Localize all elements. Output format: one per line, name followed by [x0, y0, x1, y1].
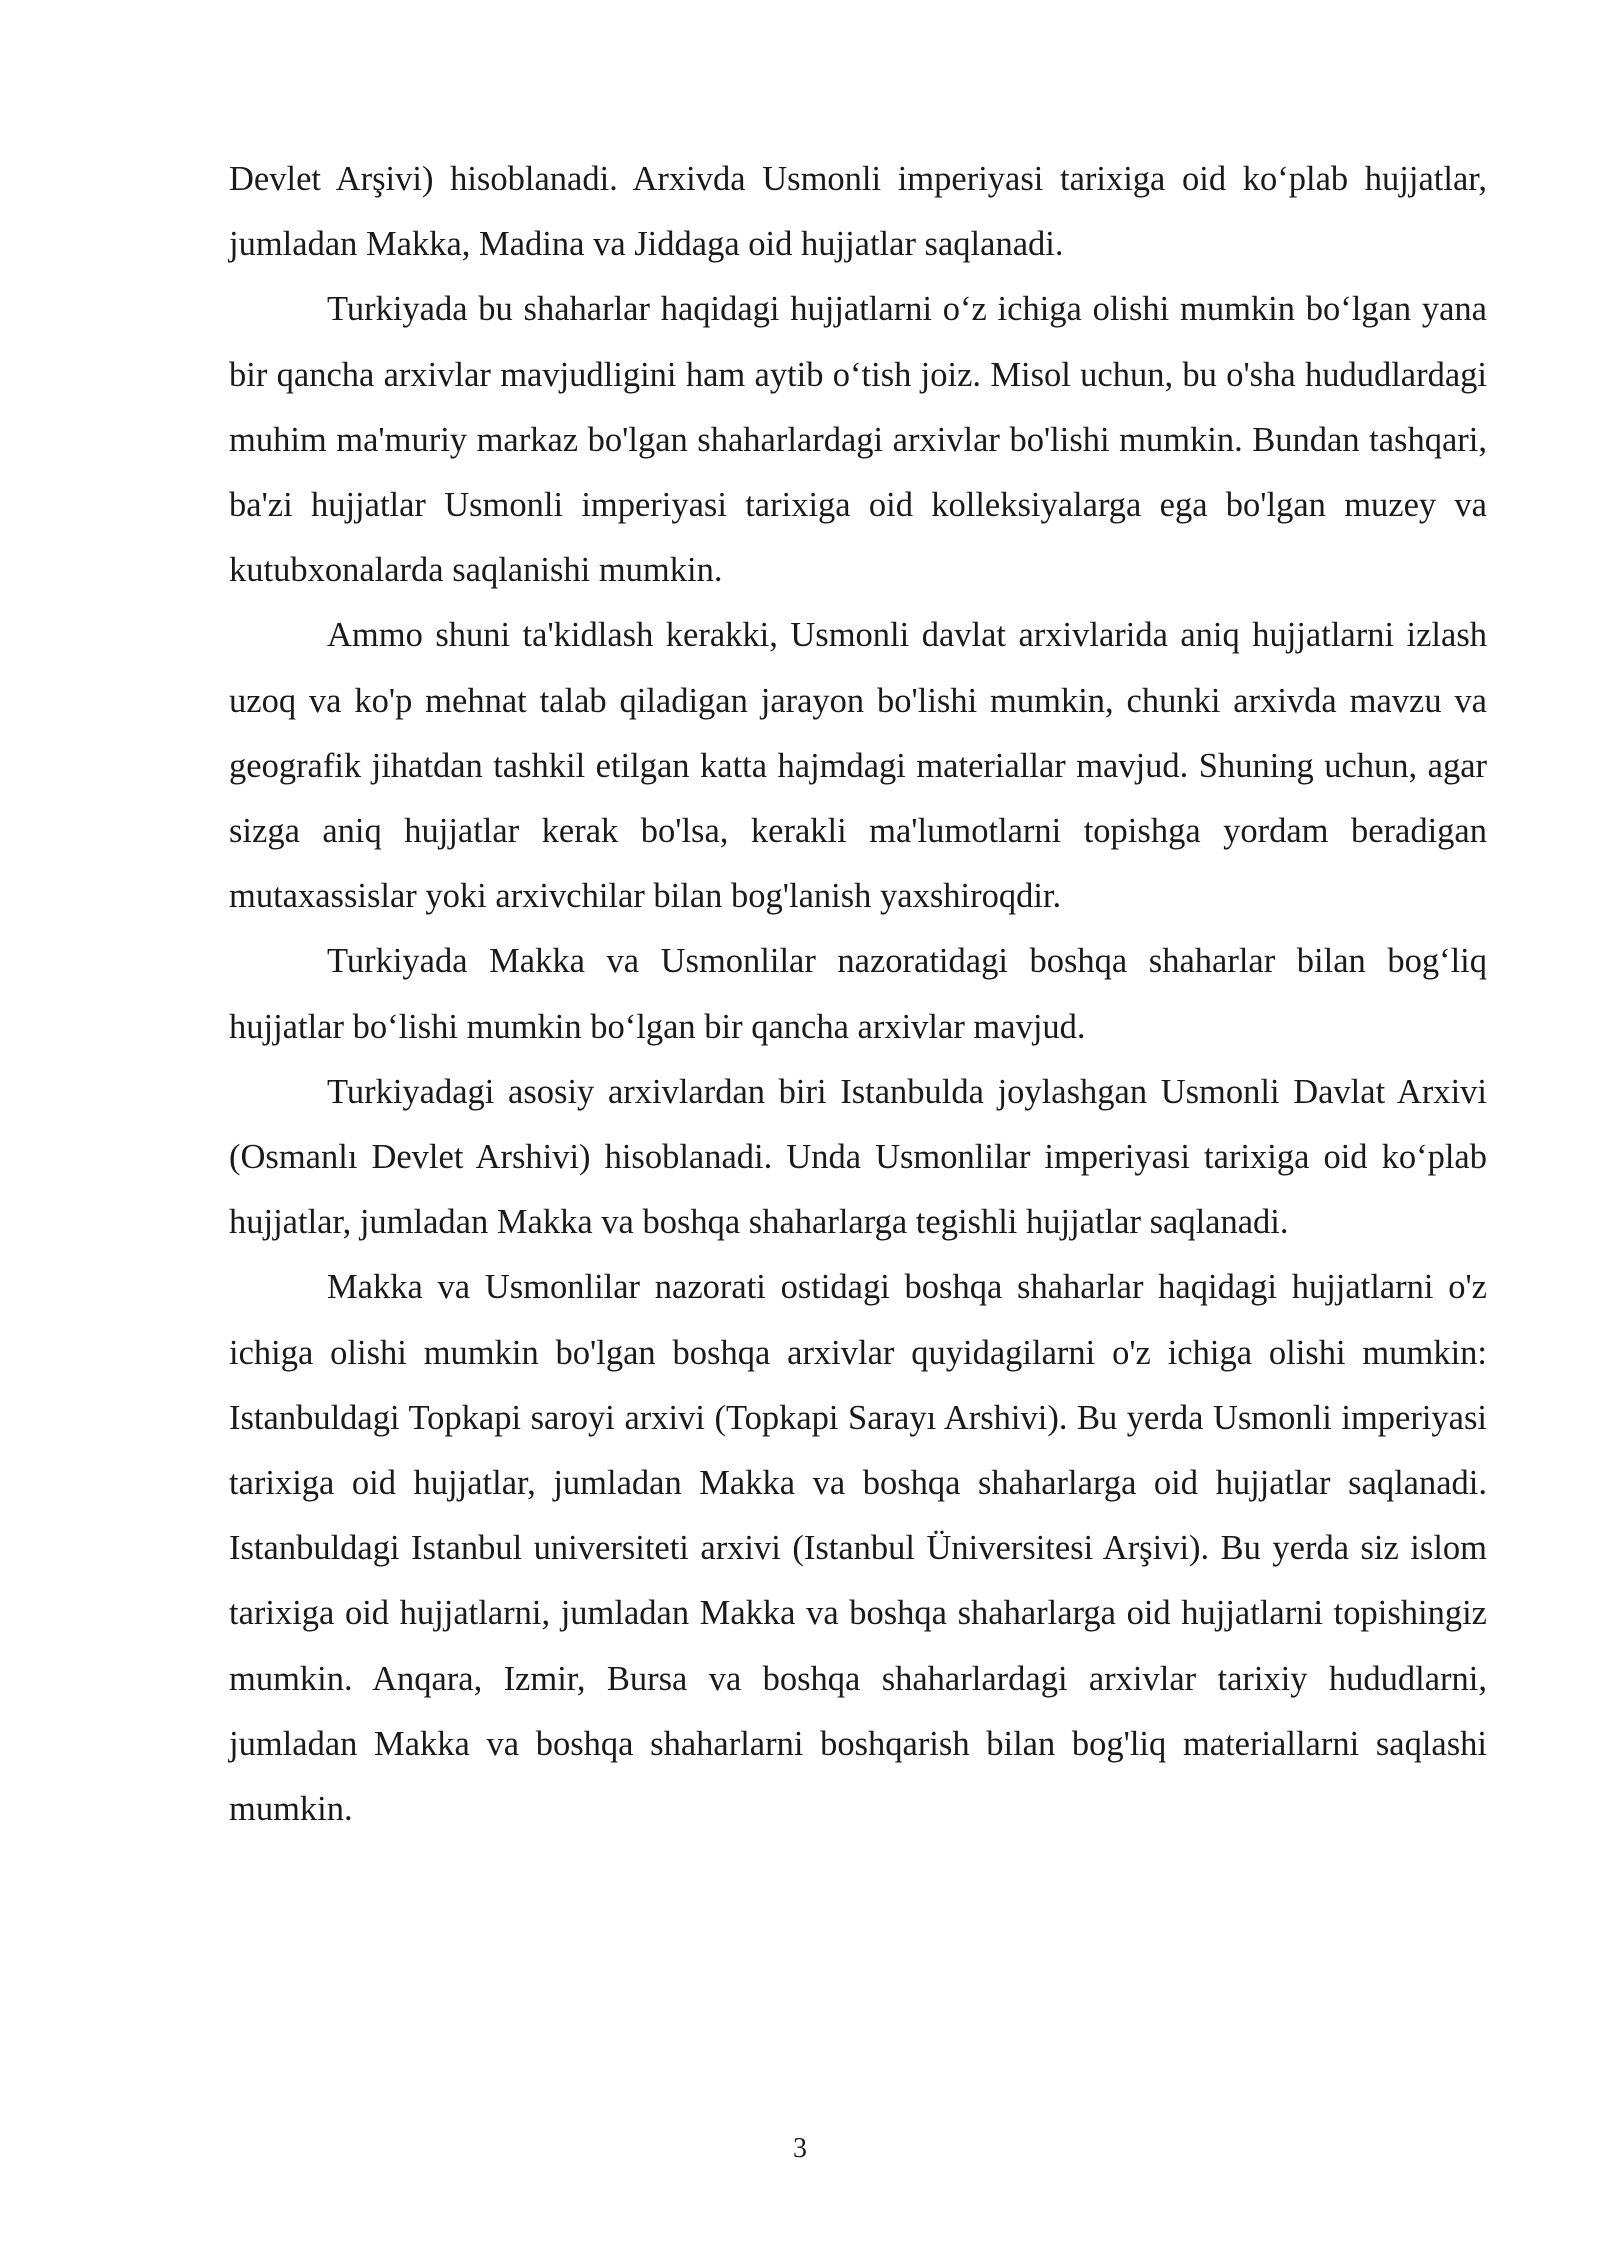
paragraph: Makka va Usmonlilar nazorati ostidagi boshqa shaharlar haqidagi hujjatlarni o'z ichiga olishi mumkin bo'lgan boshqa arxivlar quyidagilarni o'z ichiga olishi mumkin: Istanbuldagi Topkapi saroyi arxivi (Topkapi Sarayı Arshivi). Bu yerda Usmonli imperiyasi tarixiga oid hujjatlar, jumladan Makka va boshqa shaharlarga oid hujjatlar saqlanadi. Istanbuldagi Istanbul universiteti arxivi (Istanbul Üniversitesi Arşivi). Bu yerda siz islom tarixiga oid hujjatlarni, jumladan Makka va boshqa shaharlarga oid hujjatlarni topishingiz mumkin. Anqara, Izmir, Bursa va boshqa shaharlardagi arxivlar tarixiy hududlarni, jumladan Makka va boshqa shaharlarni boshqarish bilan bog'liq materiallarni saqlashi mumkin. — [229, 1268, 1487, 1829]
document-body — [229, 147, 1487, 1842]
paragraph: Turkiyada bu shaharlar haqidagi hujjatlarni oʻz ichiga olishi mumkin boʻlgan yana bir qancha arxivlar mavjudligini ham aytib oʻtish joiz. Misol uchun, bu o'sha hududlardagi muhim ma'muriy markaz bo'lgan shaharlardagi arxivlar bo'lishi mumkin. Bundan tashqari, ba'zi hujjatlar Usmonli imperiyasi tarixiga oid kolleksiyalarga ega bo'lgan muzey va kutubxonalarda saqlanishi mumkin. — [229, 290, 1487, 590]
paragraph: Turkiyada Makka va Usmonlilar nazoratidagi boshqa shaharlar bilan bogʻliq hujjatlar boʻlishi mumkin boʻlgan bir qancha arxivlar mavjud. — [229, 942, 1487, 1046]
paragraph-continuation: Devlet Arşivi) hisoblanadi. Arxivda Usmonli imperiyasi tarixiga oid koʻplab hujjatlar, jumladan Makka, Madina va Jiddaga oid hujjatlar saqlanadi. — [229, 160, 1487, 264]
paragraph: Ammo shuni ta'kidlash kerakki, Usmonli davlat arxivlarida aniq hujjatlarni izlash uzoq va ko'p mehnat talab qiladigan jarayon bo'lishi mumkin, chunki arxivda mavzu va geografik jihatdan tashkil etilgan katta hajmdagi materiallar mavjud. Shuning uchun, agar sizga aniq hujjatlar kerak bo'lsa, kerakli ma'lumotlarni topishga yordam beradigan mutaxassislar yoki arxivchilar bilan bog'lanish yaxshiroqdir. — [229, 616, 1487, 916]
paragraph: Turkiyadagi asosiy arxivlardan biri Istanbulda joylashgan Usmonli Davlat Arxivi (Osmanlı Devlet Arshivi) hisoblanadi. Unda Usmonlilar imperiyasi tarixiga oid koʻplab hujjatlar, jumladan Makka va boshqa shaharlarga tegishli hujjatlar saqlanadi. — [229, 1072, 1487, 1242]
page-number: 3 — [793, 2133, 807, 2164]
